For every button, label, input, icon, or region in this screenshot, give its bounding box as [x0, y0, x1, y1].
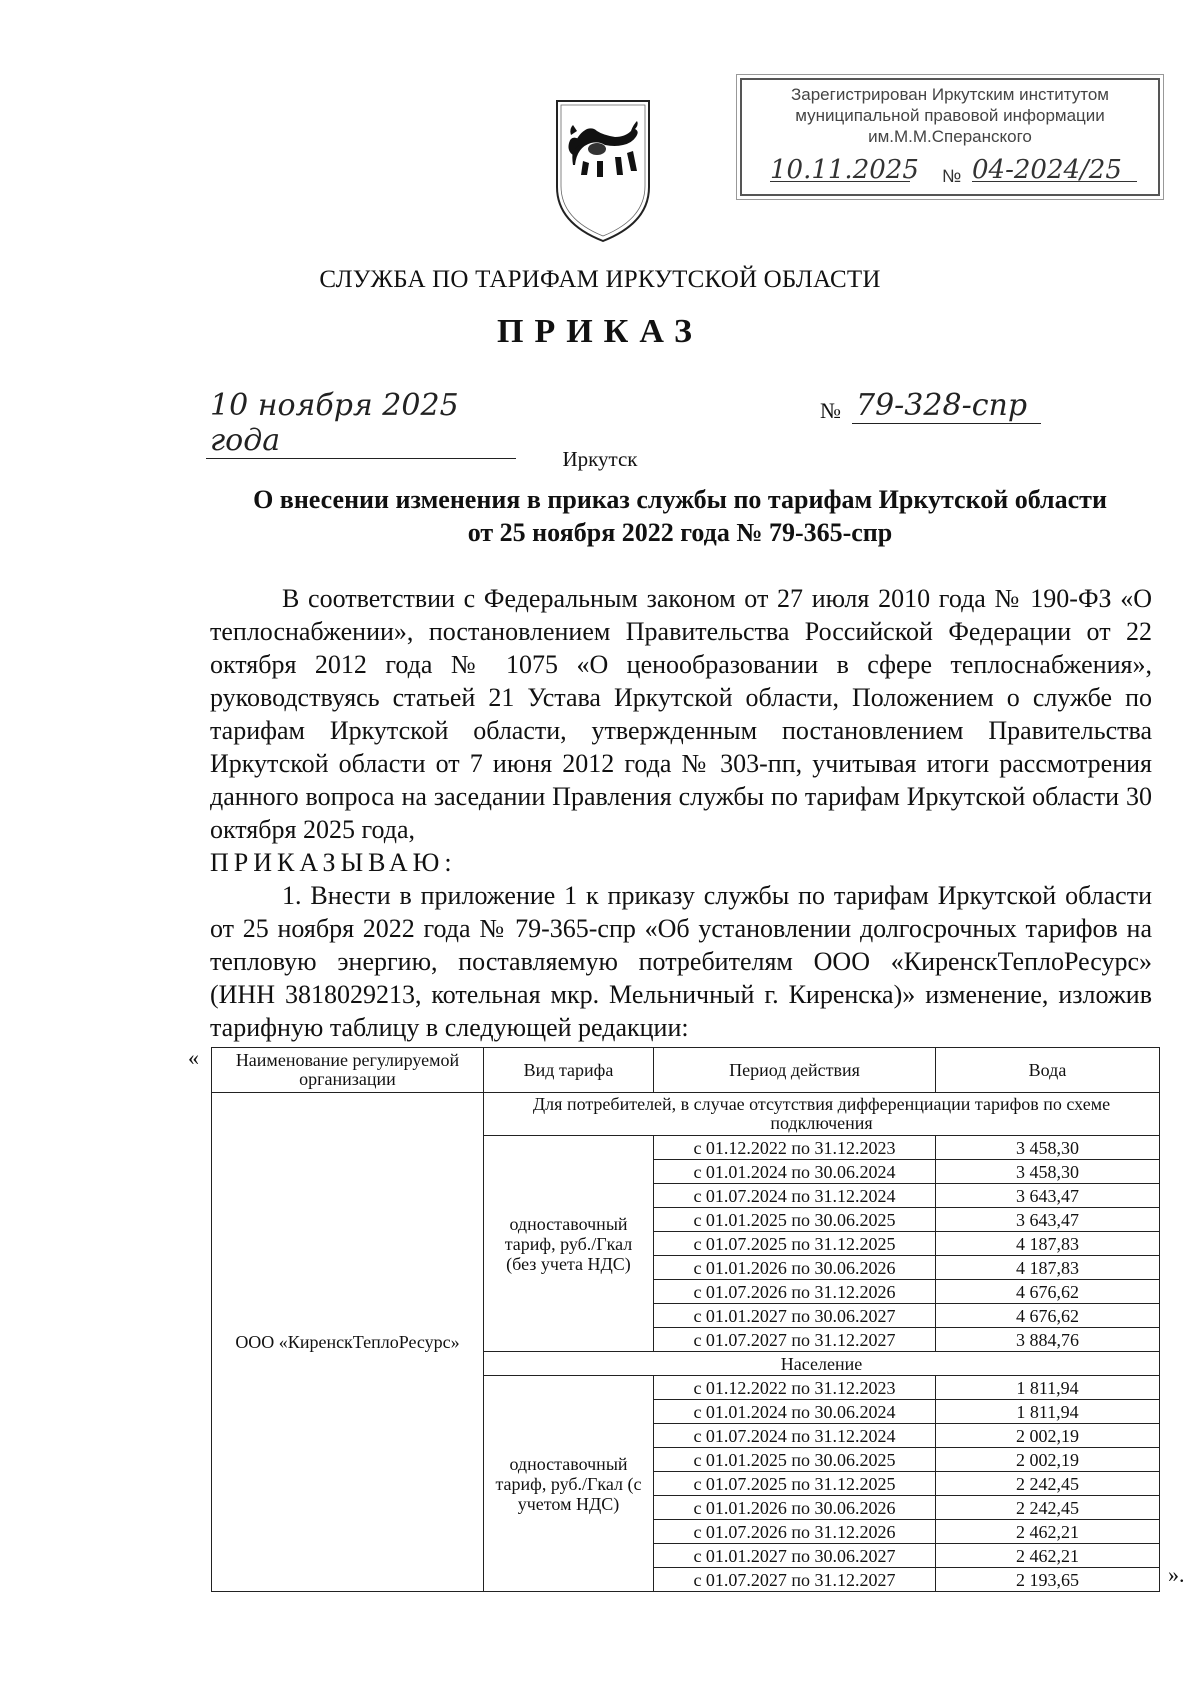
period-cell: с 01.07.2024 по 31.12.2024: [654, 1424, 936, 1448]
period-cell: с 01.07.2025 по 31.12.2025: [654, 1232, 936, 1256]
coat-of-arms-emblem: [553, 95, 653, 245]
period-cell: с 01.01.2026 по 30.06.2026: [654, 1256, 936, 1280]
document-body: [210, 582, 1152, 1044]
table-group-row: [212, 1093, 1160, 1136]
document-title: [200, 483, 1160, 549]
period-cell: с 01.01.2024 по 30.06.2024: [654, 1400, 936, 1424]
tariff-value-cell: 3 643,47: [936, 1208, 1160, 1232]
title-line: от 25 ноября 2022 года № 79-365-спр: [467, 518, 893, 547]
tariff-value-cell: 3 643,47: [936, 1184, 1160, 1208]
registration-stamp: [740, 78, 1160, 196]
tariff-table: [211, 1047, 1160, 1592]
column-header: Наименование регулируемой организации: [212, 1048, 484, 1093]
stamp-line: Зарегистрирован Иркутским институтом: [790, 85, 1109, 104]
order-number: [820, 388, 1045, 428]
organization-name: СЛУЖБА ПО ТАРИФАМ ИРКУТСКОЙ ОБЛАСТИ: [319, 266, 881, 293]
period-cell: с 01.01.2024 по 30.06.2024: [654, 1160, 936, 1184]
tariff-value-cell: 4 187,83: [936, 1256, 1160, 1280]
tariff-value-cell: 4 676,62: [936, 1304, 1160, 1328]
tariff-type-cell: одноставочный тариф, руб./Гкал (с учетом НДС): [484, 1376, 654, 1592]
period-cell: с 01.07.2026 по 31.12.2026: [654, 1520, 936, 1544]
stamp-line: им.М.М.Сперанского: [868, 127, 1032, 146]
order-date-handwritten: 10 ноября 2025 года: [206, 388, 516, 459]
column-header: Период действия: [654, 1048, 936, 1093]
decree-word: ПРИКАЗЫВАЮ:: [210, 848, 457, 877]
column-header: Вода: [936, 1048, 1160, 1093]
tariff-value-cell: 1 811,94: [936, 1400, 1160, 1424]
clause-1-paragraph: 1. Внести в приложение 1 к приказу службы по тарифам Иркутской области от 25 ноября 2022 года № 79-365-спр «Об установлении долгосрочных тарифов на тепловую энергию, поставляемую потребителям ООО «КиренскТеплоРесурс» (ИНН 3818029213, котельная мкр. Мельничный г. Киренска)» изменение, изложив тарифную таблицу в следующей редакции:: [210, 881, 1152, 1042]
period-cell: с 01.07.2027 по 31.12.2027: [654, 1568, 936, 1592]
preamble-paragraph: В соответствии с Федеральным законом от 27 июля 2010 года № 190-ФЗ «О теплоснабжении», постановлением Правительства Российской Федерации от 22 октября 2012 года № 1075 «О ценообразовании в сфере теплоснабжения», руководствуясь статьей 21 Устава Иркутской области, Положением о службе по тарифам Иркутской области, утвержденным постановлением Правительства Иркутской области от 7 июня 2012 года № 303-пп, учитывая итоги рассмотрения данного вопроса на заседании Правления службы по тарифам Иркутской области 30 октября 2025 года,: [210, 584, 1152, 844]
tariff-value-cell: 4 676,62: [936, 1280, 1160, 1304]
tariff-table-body: [212, 1093, 1160, 1592]
period-cell: с 01.07.2024 по 31.12.2024: [654, 1184, 936, 1208]
document-type: ПРИКАЗ: [497, 313, 703, 350]
title-line: О внесении изменения в приказ службы по тарифам Иркутской области: [253, 485, 1107, 514]
period-cell: с 01.12.2022 по 31.12.2023: [654, 1376, 936, 1400]
period-cell: с 01.07.2025 по 31.12.2025: [654, 1472, 936, 1496]
period-cell: с 01.01.2027 по 30.06.2027: [654, 1304, 936, 1328]
quote-close: ».: [1168, 1562, 1185, 1587]
consumer-group-label: Население: [484, 1352, 1160, 1376]
stamp-date: 10.11.2025: [770, 155, 919, 185]
city: Иркутск: [562, 447, 638, 471]
tariff-value-cell: 2 242,45: [936, 1496, 1160, 1520]
period-cell: с 01.01.2025 по 30.06.2025: [654, 1448, 936, 1472]
quote-open: «: [188, 1045, 199, 1070]
period-cell: с 01.01.2025 по 30.06.2025: [654, 1208, 936, 1232]
organization-cell: ООО «КиренскТеплоРесурс»: [212, 1093, 484, 1592]
stamp-line: муниципальной правовой информации: [795, 106, 1105, 125]
period-cell: с 01.07.2026 по 31.12.2026: [654, 1280, 936, 1304]
order-number-handwritten: 79-328-спр: [852, 388, 1041, 424]
stamp-number-label: №: [942, 166, 962, 186]
period-cell: с 01.01.2026 по 30.06.2026: [654, 1496, 936, 1520]
consumer-group-label: Для потребителей, в случае отсутствия дифференциации тарифов по схеме подключения: [484, 1093, 1160, 1136]
tariff-value-cell: 2 002,19: [936, 1424, 1160, 1448]
order-number-label: №: [820, 398, 841, 423]
tariff-value-cell: 2 002,19: [936, 1448, 1160, 1472]
period-cell: с 01.01.2027 по 30.06.2027: [654, 1544, 936, 1568]
tariff-value-cell: 3 458,30: [936, 1136, 1160, 1160]
column-header: Вид тарифа: [484, 1048, 654, 1093]
tariff-value-cell: 2 193,65: [936, 1568, 1160, 1592]
tariff-value-cell: 3 458,30: [936, 1160, 1160, 1184]
period-cell: с 01.07.2027 по 31.12.2027: [654, 1328, 936, 1352]
tariff-value-cell: 2 242,45: [936, 1472, 1160, 1496]
tariff-value-cell: 3 884,76: [936, 1328, 1160, 1352]
period-cell: с 01.12.2022 по 31.12.2023: [654, 1136, 936, 1160]
tariff-value-cell: 2 462,21: [936, 1520, 1160, 1544]
tariff-value-cell: 2 462,21: [936, 1544, 1160, 1568]
tariff-type-cell: одноставочный тариф, руб./Гкал (без учета НДС): [484, 1136, 654, 1352]
tariff-value-cell: 1 811,94: [936, 1376, 1160, 1400]
stamp-number: 04-2024/25: [972, 160, 1137, 182]
tariff-value-cell: 4 187,83: [936, 1232, 1160, 1256]
